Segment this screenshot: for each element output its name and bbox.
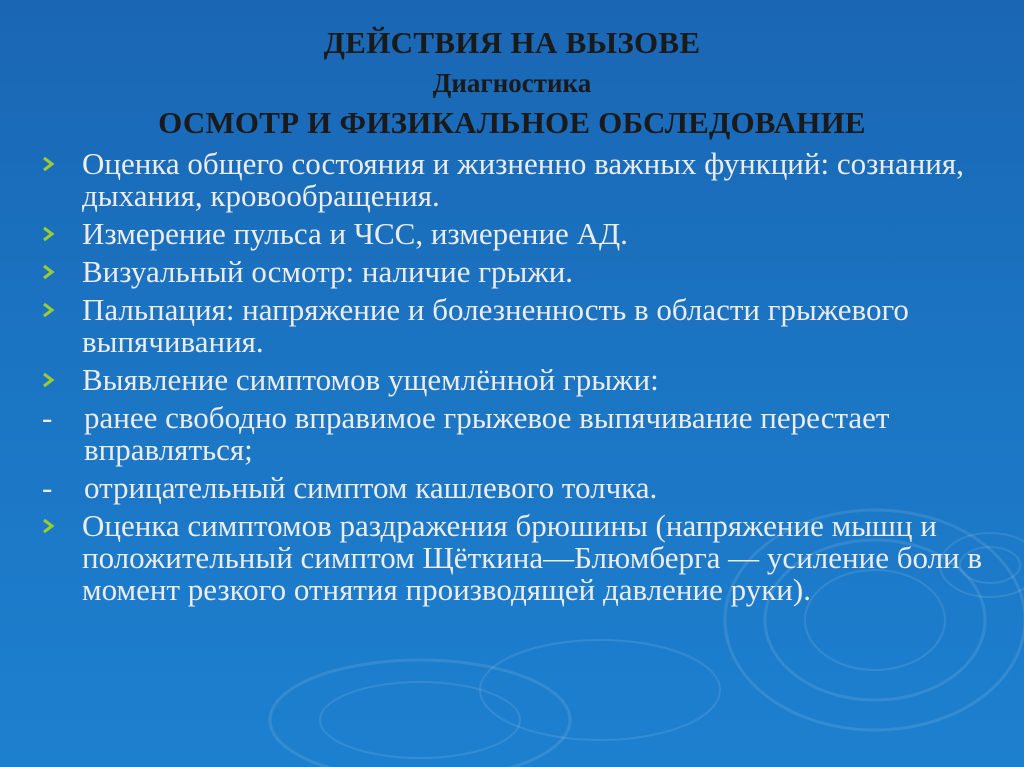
arrow-bullet-icon — [40, 148, 82, 180]
list-item-text: ранее свободно вправимое грыжевое выпячивание перестает вправляться; — [84, 400, 890, 467]
list-item — [40, 256, 1000, 288]
list-item — [40, 218, 1000, 250]
list-item-text: Оценка общего состояния и жизненно важных функций: сознания, дыхания, кровообращения. — [82, 146, 964, 213]
slide-title: ДЕЙСТВИЯ НА ВЫЗОВЕ — [323, 25, 701, 60]
list-item-text: Пальпация: напряжение и болезненность в области грыжевого выпячивания. — [82, 292, 909, 359]
list-item — [40, 364, 1000, 396]
arrow-bullet-icon — [40, 510, 82, 542]
list-item-text: Оценка симптомов раздражения брюшины (напряжение мышц и положительный симптом Щёткина—Блюмберга — усиление боли в момент резкого отнятия производящей давление руки). — [82, 508, 983, 607]
slide-subtitle: Диагностика — [432, 68, 592, 98]
list-item-text: отрицательный симптом кашлевого толчка. — [84, 470, 658, 505]
list-item — [40, 510, 1000, 606]
list-item — [40, 402, 1000, 466]
list-item-text: Визуальный осмотр: наличие грыжи. — [82, 254, 574, 289]
list-item — [40, 294, 1000, 358]
dash-bullet: - — [42, 400, 53, 435]
list-item-text: Измерение пульса и ЧСС, измерение АД. — [82, 216, 628, 251]
arrow-bullet-icon — [40, 218, 82, 250]
arrow-bullet-icon — [40, 364, 82, 396]
dash-bullet: - — [42, 470, 53, 505]
arrow-bullet-icon — [40, 294, 82, 326]
list-item — [40, 472, 1000, 504]
list-item — [40, 148, 1000, 212]
list-item-text: Выявление симптомов ущемлённой грыжи: — [82, 362, 659, 397]
arrow-bullet-icon — [40, 256, 82, 288]
bullet-list — [40, 148, 1000, 612]
section-heading: ОСМОТР И ФИЗИКАЛЬНОЕ ОБСЛЕДОВАНИЕ — [158, 105, 866, 140]
slide-header — [0, 22, 1024, 144]
